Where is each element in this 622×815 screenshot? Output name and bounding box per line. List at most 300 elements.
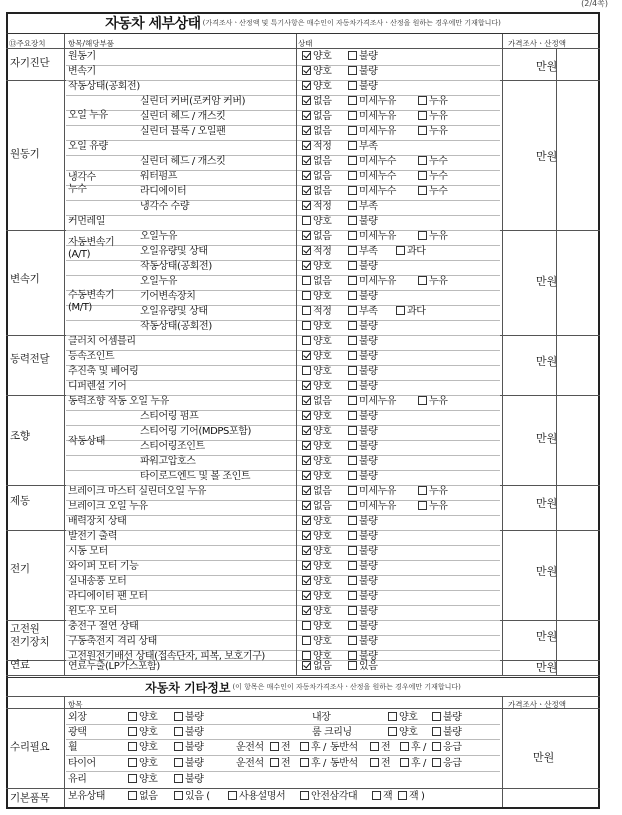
checkbox-icon[interactable] bbox=[174, 774, 183, 783]
price-hv: 만원 bbox=[536, 630, 558, 643]
checked-box-icon[interactable] bbox=[302, 231, 311, 240]
status-option[interactable] bbox=[396, 306, 426, 318]
status-option[interactable] bbox=[348, 231, 396, 243]
checkbox-icon[interactable] bbox=[174, 712, 183, 721]
checked-box-icon[interactable] bbox=[302, 261, 311, 270]
status-option[interactable] bbox=[302, 381, 332, 393]
status-option[interactable] bbox=[348, 246, 378, 258]
other-option[interactable] bbox=[128, 712, 158, 724]
other-option[interactable] bbox=[270, 758, 290, 770]
other-option-label: 양호 bbox=[139, 742, 158, 753]
status-option[interactable] bbox=[302, 126, 332, 138]
checked-box-icon[interactable] bbox=[302, 51, 311, 60]
other-option[interactable] bbox=[128, 758, 158, 770]
status-option-label: 양호 bbox=[313, 531, 332, 542]
row-item-label: 시동 모터 bbox=[68, 546, 108, 557]
status-option-label: 불량 bbox=[359, 456, 378, 467]
grid-line bbox=[66, 140, 500, 141]
checkbox-icon[interactable] bbox=[348, 201, 357, 210]
checked-box-icon[interactable] bbox=[302, 156, 311, 165]
status-option[interactable] bbox=[302, 561, 332, 573]
checkbox-icon[interactable] bbox=[348, 381, 357, 390]
other-option[interactable] bbox=[128, 774, 158, 786]
status-option[interactable] bbox=[302, 426, 332, 438]
checkbox-icon[interactable] bbox=[348, 306, 357, 315]
checkbox-icon[interactable] bbox=[128, 712, 137, 721]
status-option[interactable] bbox=[302, 321, 332, 333]
status-option[interactable] bbox=[348, 531, 378, 543]
status-option[interactable] bbox=[348, 426, 378, 438]
status-option[interactable] bbox=[302, 501, 332, 513]
checkbox-icon[interactable] bbox=[432, 727, 441, 736]
item-storage: 보유상태 bbox=[68, 791, 106, 802]
status-option[interactable] bbox=[348, 546, 378, 558]
status-option[interactable] bbox=[418, 126, 448, 138]
checked-box-icon[interactable] bbox=[302, 96, 311, 105]
checkbox-icon[interactable] bbox=[348, 126, 357, 135]
status-option[interactable] bbox=[348, 261, 378, 273]
checkbox-icon[interactable] bbox=[302, 636, 311, 645]
status-option-label: 누유 bbox=[429, 396, 448, 407]
status-option[interactable] bbox=[302, 276, 332, 288]
item-wheel: 휠 bbox=[68, 742, 78, 753]
status-option[interactable] bbox=[302, 486, 332, 498]
checkbox-icon[interactable] bbox=[418, 171, 427, 180]
status-option[interactable] bbox=[418, 186, 448, 198]
status-option[interactable] bbox=[348, 111, 396, 123]
checkbox-icon[interactable] bbox=[128, 727, 137, 736]
row-item-label: 와이퍼 모터 기능 bbox=[68, 561, 139, 572]
status-option[interactable] bbox=[348, 501, 396, 513]
checkbox-icon[interactable] bbox=[348, 81, 357, 90]
status-option[interactable] bbox=[302, 636, 332, 648]
checkbox-icon[interactable] bbox=[128, 758, 137, 767]
status-option[interactable] bbox=[348, 81, 378, 93]
checkbox-icon[interactable] bbox=[348, 246, 357, 255]
row-item-label: 고전원전기배선 상태(접속단자, 피복, 보호기구) bbox=[68, 651, 265, 662]
checkbox-icon[interactable] bbox=[348, 261, 357, 270]
checked-box-icon[interactable] bbox=[302, 546, 311, 555]
status-option[interactable] bbox=[348, 321, 378, 333]
status-option[interactable] bbox=[348, 351, 378, 363]
checked-box-icon[interactable] bbox=[302, 531, 311, 540]
status-option[interactable] bbox=[418, 396, 448, 408]
checkbox-icon[interactable] bbox=[418, 276, 427, 285]
other-option[interactable] bbox=[370, 742, 390, 754]
status-option[interactable] bbox=[348, 456, 378, 468]
checkbox-icon[interactable] bbox=[418, 396, 427, 405]
checkbox-icon[interactable] bbox=[302, 276, 311, 285]
status-option[interactable] bbox=[302, 216, 332, 228]
checkbox-icon[interactable] bbox=[348, 276, 357, 285]
checkbox-icon[interactable] bbox=[348, 501, 357, 510]
checkbox-icon[interactable] bbox=[302, 291, 311, 300]
status-option[interactable] bbox=[302, 96, 332, 108]
status-option[interactable] bbox=[348, 366, 378, 378]
other-option[interactable] bbox=[270, 742, 290, 754]
checked-box-icon[interactable] bbox=[302, 246, 311, 255]
other-option[interactable] bbox=[174, 727, 204, 739]
checkbox-icon[interactable] bbox=[302, 306, 311, 315]
checked-box-icon[interactable] bbox=[302, 516, 311, 525]
other-option[interactable] bbox=[300, 742, 326, 754]
checked-box-icon[interactable] bbox=[302, 141, 311, 150]
status-option[interactable] bbox=[348, 96, 396, 108]
status-option[interactable] bbox=[348, 516, 378, 528]
status-option[interactable] bbox=[302, 546, 332, 558]
other-option[interactable] bbox=[388, 712, 418, 724]
checkbox-icon[interactable] bbox=[418, 156, 427, 165]
other-option[interactable] bbox=[432, 727, 462, 739]
status-option-label: 있음 bbox=[359, 661, 378, 672]
status-option[interactable] bbox=[348, 591, 378, 603]
status-option[interactable] bbox=[348, 141, 378, 153]
other-option[interactable] bbox=[398, 791, 425, 803]
checked-box-icon[interactable] bbox=[302, 486, 311, 495]
checkbox-icon[interactable] bbox=[348, 661, 357, 670]
checkbox-icon[interactable] bbox=[398, 791, 407, 800]
status-option-label: 미세누유 bbox=[359, 96, 397, 107]
checkbox-icon[interactable] bbox=[418, 231, 427, 240]
status-option[interactable] bbox=[302, 66, 332, 78]
row-item-label: 냉각수 수량 bbox=[140, 201, 190, 212]
checkbox-icon[interactable] bbox=[348, 51, 357, 60]
status-option[interactable] bbox=[302, 141, 332, 153]
checked-box-icon[interactable] bbox=[302, 201, 311, 210]
status-option[interactable] bbox=[348, 486, 396, 498]
checkbox-icon[interactable] bbox=[348, 516, 357, 525]
checkbox-icon[interactable] bbox=[300, 758, 309, 767]
header-price: 가격조사ㆍ산정액 bbox=[508, 39, 566, 48]
other-option-label: 불량 bbox=[185, 758, 204, 769]
status-option[interactable] bbox=[348, 636, 378, 648]
checkbox-icon[interactable] bbox=[418, 486, 427, 495]
checkbox-icon[interactable] bbox=[348, 486, 357, 495]
status-option[interactable] bbox=[348, 471, 378, 483]
checkbox-icon[interactable] bbox=[348, 426, 357, 435]
checkbox-icon[interactable] bbox=[348, 231, 357, 240]
checkbox-icon[interactable] bbox=[388, 712, 397, 721]
other-option-label: 잭 bbox=[383, 791, 393, 802]
checkbox-icon[interactable] bbox=[432, 712, 441, 721]
status-option[interactable] bbox=[418, 96, 448, 108]
checkbox-icon[interactable] bbox=[348, 471, 357, 480]
checkbox-icon[interactable] bbox=[348, 561, 357, 570]
status-option[interactable] bbox=[302, 81, 332, 93]
other-option[interactable] bbox=[388, 727, 418, 739]
checkbox-icon[interactable] bbox=[348, 186, 357, 195]
other-option[interactable] bbox=[432, 758, 462, 770]
status-option[interactable] bbox=[302, 246, 332, 258]
checkbox-icon[interactable] bbox=[174, 758, 183, 767]
row-item-label: 오일유량및 상태 bbox=[140, 306, 208, 317]
other-option[interactable] bbox=[372, 791, 392, 803]
checkbox-icon[interactable] bbox=[348, 141, 357, 150]
status-option-label: 불량 bbox=[359, 261, 378, 272]
checked-box-icon[interactable] bbox=[302, 411, 311, 420]
checked-box-icon[interactable] bbox=[302, 126, 311, 135]
other-option[interactable] bbox=[128, 791, 158, 803]
checkbox-icon[interactable] bbox=[174, 791, 183, 800]
status-option[interactable] bbox=[302, 366, 332, 378]
checkbox-icon[interactable] bbox=[302, 216, 311, 225]
other-option[interactable] bbox=[174, 712, 204, 724]
checkbox-icon[interactable] bbox=[302, 366, 311, 375]
checkbox-icon[interactable] bbox=[388, 727, 397, 736]
status-option[interactable] bbox=[348, 306, 378, 318]
status-option-label: 불량 bbox=[359, 636, 378, 647]
section-title-main: 자동차 세부상태 bbox=[105, 15, 201, 32]
status-option-label: 불량 bbox=[359, 321, 378, 332]
status-option[interactable] bbox=[348, 606, 378, 618]
item-tire: 타이어 bbox=[68, 758, 96, 769]
checkbox-icon[interactable] bbox=[302, 651, 311, 660]
status-option[interactable] bbox=[348, 276, 396, 288]
checkbox-icon[interactable] bbox=[348, 351, 357, 360]
other-option[interactable] bbox=[400, 742, 426, 754]
checkbox-icon[interactable] bbox=[348, 111, 357, 120]
status-option[interactable] bbox=[396, 246, 426, 258]
checkbox-icon[interactable] bbox=[396, 306, 405, 315]
other-basic-label: 기본품목 bbox=[10, 792, 50, 804]
checkbox-icon[interactable] bbox=[302, 621, 311, 630]
checkbox-icon[interactable] bbox=[348, 651, 357, 660]
status-option[interactable] bbox=[302, 531, 332, 543]
status-option[interactable] bbox=[348, 441, 378, 453]
status-option[interactable] bbox=[348, 381, 378, 393]
other-option-label: 양호 bbox=[139, 758, 158, 769]
checkbox-icon[interactable] bbox=[128, 774, 137, 783]
status-option[interactable] bbox=[302, 471, 332, 483]
status-option[interactable] bbox=[302, 186, 332, 198]
status-option[interactable] bbox=[348, 216, 378, 228]
checkbox-icon[interactable] bbox=[348, 171, 357, 180]
checkbox-icon[interactable] bbox=[396, 246, 405, 255]
status-option[interactable] bbox=[348, 126, 396, 138]
status-option[interactable] bbox=[302, 351, 332, 363]
checkbox-icon[interactable] bbox=[348, 156, 357, 165]
checkbox-icon[interactable] bbox=[174, 742, 183, 751]
status-option[interactable] bbox=[302, 456, 332, 468]
status-option[interactable] bbox=[302, 441, 332, 453]
checkbox-icon[interactable] bbox=[128, 742, 137, 751]
checkbox-icon[interactable] bbox=[348, 411, 357, 420]
checkbox-icon[interactable] bbox=[418, 96, 427, 105]
checkbox-icon[interactable] bbox=[348, 321, 357, 330]
checked-box-icon[interactable] bbox=[302, 186, 311, 195]
status-option[interactable] bbox=[418, 276, 448, 288]
price-fuel: 만원 bbox=[536, 661, 558, 674]
status-option[interactable] bbox=[418, 111, 448, 123]
checkbox-icon[interactable] bbox=[348, 441, 357, 450]
checked-box-icon[interactable] bbox=[302, 81, 311, 90]
status-option-label: 양호 bbox=[313, 606, 332, 617]
header-item: 항목/해당부품 bbox=[68, 39, 114, 48]
other-option[interactable] bbox=[174, 758, 204, 770]
checkbox-icon[interactable] bbox=[348, 336, 357, 345]
status-option[interactable] bbox=[348, 336, 378, 348]
checked-box-icon[interactable] bbox=[302, 171, 311, 180]
other-option[interactable] bbox=[174, 742, 204, 754]
status-option[interactable] bbox=[302, 411, 332, 423]
other-option[interactable] bbox=[432, 742, 462, 754]
status-option[interactable] bbox=[348, 171, 396, 183]
status-option[interactable] bbox=[302, 336, 332, 348]
checkbox-icon[interactable] bbox=[348, 396, 357, 405]
status-option[interactable] bbox=[302, 51, 332, 63]
checkbox-icon[interactable] bbox=[128, 791, 137, 800]
checkbox-icon[interactable] bbox=[348, 216, 357, 225]
other-option[interactable] bbox=[128, 727, 158, 739]
status-option[interactable] bbox=[302, 111, 332, 123]
checkbox-icon[interactable] bbox=[432, 758, 441, 767]
status-option[interactable] bbox=[348, 576, 378, 588]
status-option[interactable] bbox=[348, 561, 378, 573]
checkbox-icon[interactable] bbox=[348, 546, 357, 555]
row-item-label: 실내송풍 모터 bbox=[68, 576, 127, 587]
status-option[interactable] bbox=[418, 486, 448, 498]
checkbox-icon[interactable] bbox=[348, 621, 357, 630]
category-brake: 제동 bbox=[10, 495, 30, 507]
checkbox-icon[interactable] bbox=[372, 791, 381, 800]
item-room-clean: 룸 크리닝 bbox=[312, 727, 352, 738]
status-option[interactable] bbox=[302, 261, 332, 273]
status-option[interactable] bbox=[302, 156, 332, 168]
status-option[interactable] bbox=[348, 396, 396, 408]
checked-box-icon[interactable] bbox=[302, 111, 311, 120]
checkbox-icon[interactable] bbox=[400, 758, 409, 767]
checkbox-icon[interactable] bbox=[348, 66, 357, 75]
status-option-label: 불량 bbox=[359, 336, 378, 347]
other-option-label: 응급 bbox=[443, 742, 462, 753]
status-option-label: 미세누수 bbox=[359, 171, 397, 182]
other-option[interactable] bbox=[370, 758, 390, 770]
other-option[interactable] bbox=[128, 742, 158, 754]
status-option[interactable] bbox=[302, 171, 332, 183]
checkbox-icon[interactable] bbox=[370, 758, 379, 767]
checkbox-icon[interactable] bbox=[348, 366, 357, 375]
checkbox-icon[interactable] bbox=[302, 336, 311, 345]
checkbox-icon[interactable] bbox=[348, 96, 357, 105]
status-option[interactable] bbox=[302, 606, 332, 618]
checkbox-icon[interactable] bbox=[302, 321, 311, 330]
checkbox-icon[interactable] bbox=[348, 591, 357, 600]
status-option[interactable] bbox=[302, 591, 332, 603]
other-option[interactable] bbox=[400, 758, 426, 770]
other-option[interactable] bbox=[228, 791, 285, 803]
checkbox-icon[interactable] bbox=[348, 531, 357, 540]
checkbox-icon[interactable] bbox=[300, 742, 309, 751]
checked-box-icon[interactable] bbox=[302, 561, 311, 570]
status-option-label: 양호 bbox=[313, 321, 332, 332]
status-option-label: 양호 bbox=[313, 441, 332, 452]
checked-box-icon[interactable] bbox=[302, 456, 311, 465]
status-option[interactable] bbox=[302, 306, 332, 318]
checkbox-icon[interactable] bbox=[418, 126, 427, 135]
status-option[interactable] bbox=[348, 66, 378, 78]
checked-box-icon[interactable] bbox=[302, 661, 311, 670]
checkbox-icon[interactable] bbox=[400, 742, 409, 751]
status-option[interactable] bbox=[348, 156, 396, 168]
other-option[interactable] bbox=[174, 774, 204, 786]
status-option[interactable] bbox=[418, 231, 448, 243]
checked-box-icon[interactable] bbox=[302, 471, 311, 480]
header-status: 상태 bbox=[298, 39, 313, 48]
checkbox-icon[interactable] bbox=[348, 576, 357, 585]
category-engine: 원동기 bbox=[10, 148, 40, 160]
section-title bbox=[6, 12, 600, 34]
checkbox-icon[interactable] bbox=[348, 606, 357, 615]
status-option[interactable] bbox=[302, 291, 332, 303]
other-option[interactable] bbox=[432, 712, 462, 724]
checked-box-icon[interactable] bbox=[302, 66, 311, 75]
checkbox-icon[interactable] bbox=[270, 758, 279, 767]
checked-box-icon[interactable] bbox=[302, 441, 311, 450]
status-option-label: 양호 bbox=[313, 336, 332, 347]
checkbox-icon[interactable] bbox=[228, 791, 237, 800]
status-option[interactable] bbox=[302, 516, 332, 528]
status-option[interactable] bbox=[302, 201, 332, 213]
status-option-label: 양호 bbox=[313, 66, 332, 77]
checkbox-icon[interactable] bbox=[174, 727, 183, 736]
status-option-label: 적정 bbox=[313, 306, 332, 317]
status-option[interactable] bbox=[348, 661, 378, 673]
status-option[interactable] bbox=[302, 576, 332, 588]
checkbox-icon[interactable] bbox=[432, 742, 441, 751]
status-option[interactable] bbox=[348, 411, 378, 423]
status-option-label: 양호 bbox=[313, 426, 332, 437]
status-option[interactable] bbox=[302, 231, 332, 243]
checkbox-icon[interactable] bbox=[418, 111, 427, 120]
status-option[interactable] bbox=[418, 156, 448, 168]
checkbox-icon[interactable] bbox=[418, 186, 427, 195]
status-option[interactable] bbox=[302, 621, 332, 633]
status-option[interactable] bbox=[302, 396, 332, 408]
other-option[interactable] bbox=[300, 758, 326, 770]
status-option[interactable] bbox=[348, 291, 378, 303]
status-option[interactable] bbox=[348, 201, 378, 213]
status-option-label: 적정 bbox=[313, 141, 332, 152]
checkbox-icon[interactable] bbox=[300, 791, 309, 800]
checked-box-icon[interactable] bbox=[302, 381, 311, 390]
other-option-label: 불량 bbox=[185, 727, 204, 738]
checked-box-icon[interactable] bbox=[302, 351, 311, 360]
checked-box-icon[interactable] bbox=[302, 396, 311, 405]
checked-box-icon[interactable] bbox=[302, 426, 311, 435]
other-option[interactable] bbox=[300, 791, 357, 803]
status-option[interactable] bbox=[348, 186, 396, 198]
checked-box-icon[interactable] bbox=[302, 591, 311, 600]
checkbox-icon[interactable] bbox=[418, 501, 427, 510]
status-option-label: 누수 bbox=[429, 156, 448, 167]
status-option-label: 누유 bbox=[429, 126, 448, 137]
checkbox-icon[interactable] bbox=[270, 742, 279, 751]
status-option[interactable] bbox=[418, 171, 448, 183]
status-option[interactable] bbox=[348, 51, 378, 63]
other-option[interactable] bbox=[174, 791, 210, 803]
checkbox-icon[interactable] bbox=[348, 636, 357, 645]
checked-box-icon[interactable] bbox=[302, 501, 311, 510]
status-option-label: 양호 bbox=[313, 216, 332, 227]
checkbox-icon[interactable] bbox=[370, 742, 379, 751]
status-option[interactable] bbox=[302, 661, 332, 673]
checked-box-icon[interactable] bbox=[302, 576, 311, 585]
status-option[interactable] bbox=[348, 621, 378, 633]
checkbox-icon[interactable] bbox=[348, 456, 357, 465]
checkbox-icon[interactable] bbox=[348, 291, 357, 300]
checked-box-icon[interactable] bbox=[302, 606, 311, 615]
status-option[interactable] bbox=[418, 501, 448, 513]
